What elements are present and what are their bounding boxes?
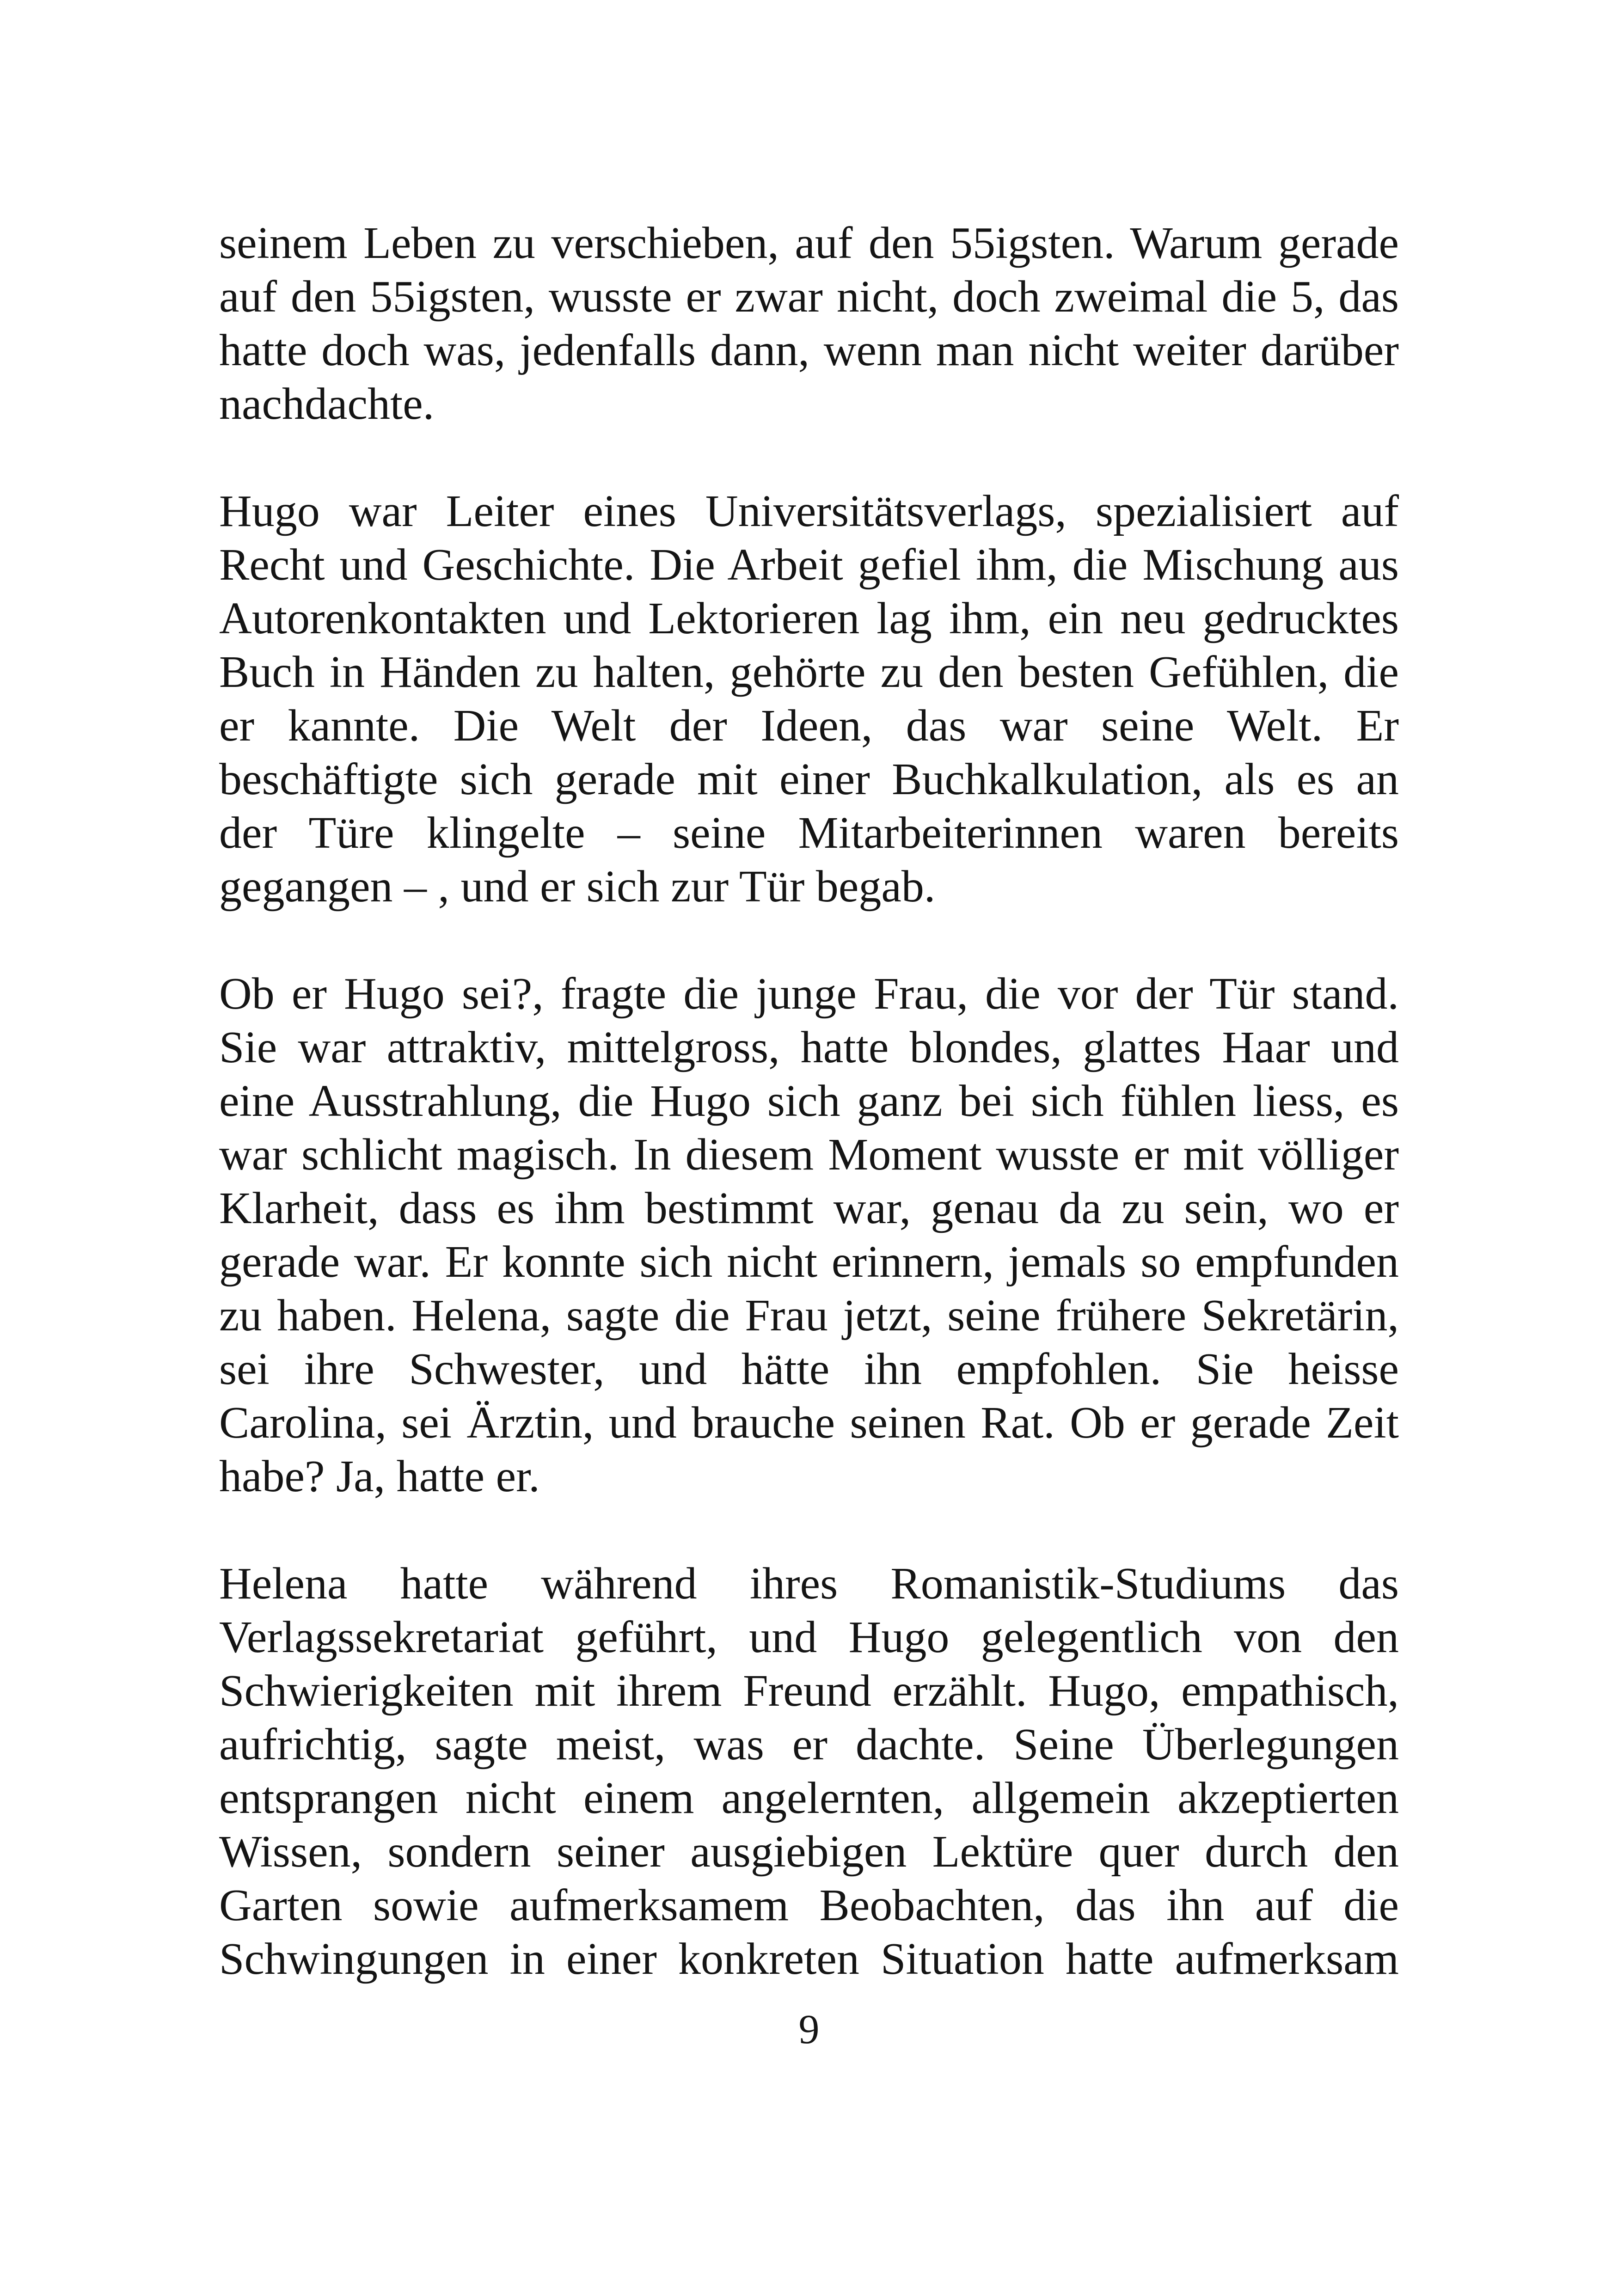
text-line: Verlagssekretariat geführt, und Hugo gelegentlich von den bbox=[219, 1612, 1399, 1662]
text-line: Autorenkontakten und Lektorieren lag ihm, ein neu gedrucktes bbox=[219, 594, 1399, 643]
text-line: Sie war attraktiv, mittelgross, hatte blondes, glattes Haar und bbox=[219, 1022, 1399, 1072]
text-line: eine Ausstrahlung, die Hugo sich ganz bei sich fühlen liess, es bbox=[219, 1076, 1399, 1126]
text-line: seinem Leben zu verschieben, auf den 55igsten. Warum gerade bbox=[219, 218, 1399, 268]
text-line: Wissen, sondern seiner ausgiebigen Lektüre quer durch den bbox=[219, 1827, 1399, 1877]
body-text bbox=[219, 216, 1399, 2039]
text-line: gegangen – , und er sich zur Tür begab. bbox=[219, 862, 936, 912]
text-line: Hugo war Leiter eines Universitätsverlags, spezialisiert auf bbox=[219, 486, 1399, 536]
text-line: auf den 55igsten, wusste er zwar nicht, doch zweimal die 5, das bbox=[219, 272, 1399, 322]
text-line: der Türe klingelte – seine Mitarbeiterinnen waren bereits bbox=[219, 808, 1399, 858]
text-line: Garten sowie aufmerksamem Beobachten, das ihn auf die bbox=[219, 1880, 1399, 1930]
text-line: Klarheit, dass es ihm bestimmt war, genau da zu sein, wo er bbox=[219, 1183, 1399, 1233]
text-line: gerade war. Er konnte sich nicht erinnern, jemals so empfunden bbox=[219, 1237, 1399, 1287]
paragraph-2 bbox=[219, 484, 1399, 913]
text-line: entsprangen nicht einem angelernten, allgemein akzeptierten bbox=[219, 1773, 1399, 1823]
text-line: Helena hatte während ihres Romanistik-Studiums das bbox=[219, 1559, 1399, 1609]
text-line: Carolina, sei Ärztin, und brauche seinen Rat. Ob er gerade Zeit bbox=[219, 1398, 1399, 1448]
paragraph-1 bbox=[219, 216, 1399, 431]
text-line: Buch in Händen zu halten, gehörte zu den besten Gefühlen, die bbox=[219, 647, 1399, 697]
text-line: aufrichtig, sagte meist, was er dachte. Seine Überlegungen bbox=[219, 1720, 1399, 1769]
text-line: er kannte. Die Welt der Ideen, das war seine Welt. Er bbox=[219, 701, 1399, 751]
text-line: Schwierigkeiten mit ihrem Freund erzählt. Hugo, empathisch, bbox=[219, 1666, 1399, 1716]
text-line: Schwingungen in einer konkreten Situation hatte aufmerksam bbox=[219, 1934, 1399, 1984]
paragraph-3 bbox=[219, 967, 1399, 1503]
text-line: hatte doch was, jedenfalls dann, wenn man nicht weiter darüber bbox=[219, 325, 1399, 375]
text-line: Ob er Hugo sei?, fragte die junge Frau, die vor der Tür stand. bbox=[219, 969, 1399, 1019]
text-line: zu haben. Helena, sagte die Frau jetzt, seine frühere Sekretärin, bbox=[219, 1291, 1399, 1341]
text-line: Recht und Geschichte. Die Arbeit gefiel ihm, die Mischung aus bbox=[219, 540, 1399, 590]
text-line: nachdachte. bbox=[219, 379, 435, 429]
page-number: 9 bbox=[798, 2007, 820, 2052]
paragraph-4 bbox=[219, 1557, 1399, 1986]
text-line: war schlicht magisch. In diesem Moment wusste er mit völliger bbox=[219, 1130, 1399, 1180]
text-line: habe? Ja, hatte er. bbox=[219, 1451, 540, 1501]
text-line: beschäftigte sich gerade mit einer Buchkalkulation, als es an bbox=[219, 754, 1399, 804]
text-line: sei ihre Schwester, und hätte ihn empfohlen. Sie heisse bbox=[219, 1344, 1399, 1394]
